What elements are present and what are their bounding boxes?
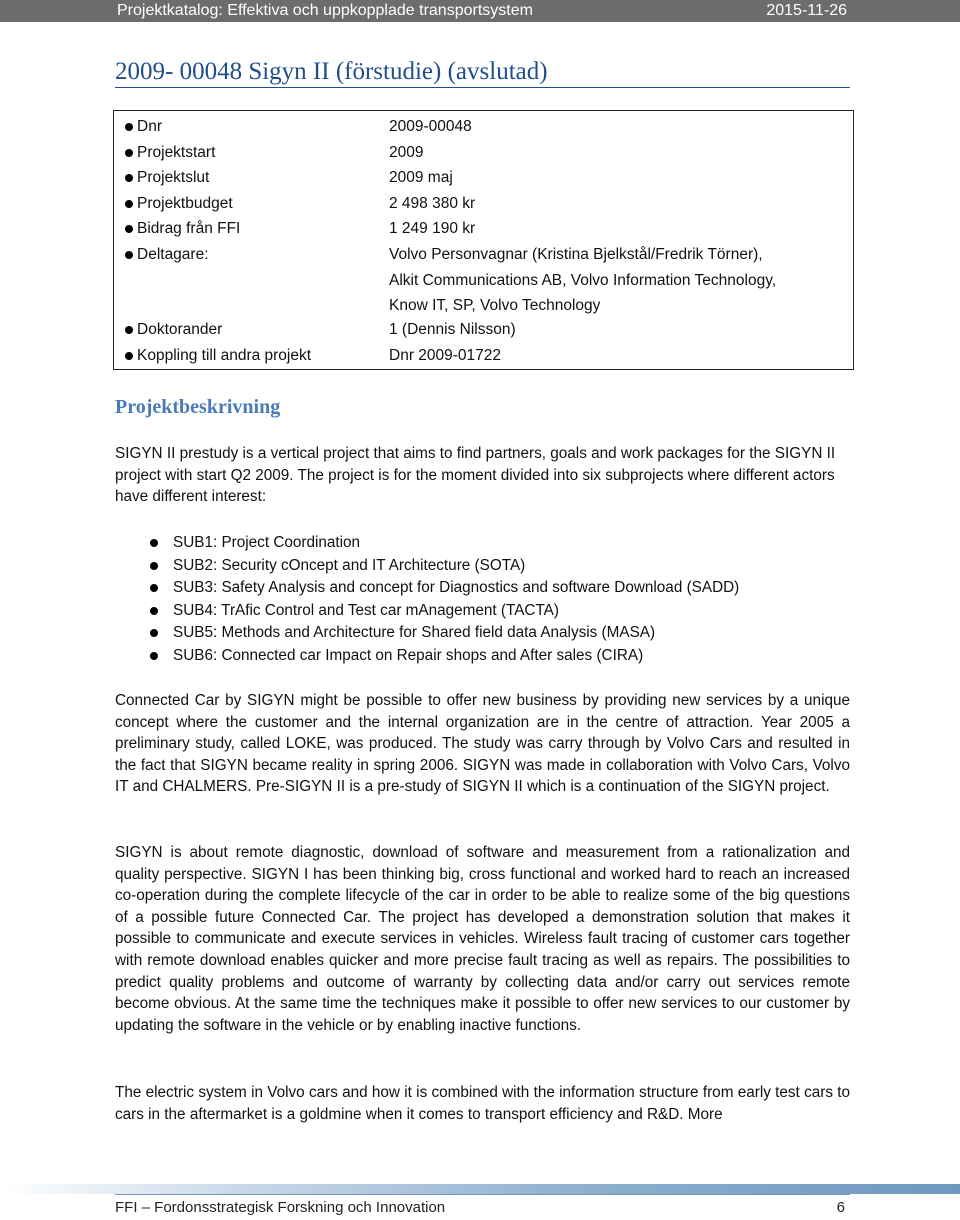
header-title: Projektkatalog: Effektiva och uppkopplade transportsystem [117,2,533,19]
bullet-icon [125,149,133,157]
fact-value [389,143,423,169]
subproject-list [150,532,739,668]
fact-value-line: 1 (Dennis Nilsson) [389,321,516,338]
fact-value-line: Dnr 2009-01722 [389,347,502,364]
fact-value [389,168,453,194]
list-item [150,645,739,668]
bullet-icon [150,607,158,615]
bullet-icon [125,352,133,360]
list-item-text: SUB5: Methods and Architecture for Shared field data Analysis (MASA) [173,624,656,642]
footer-decoration [0,1184,960,1194]
bullet-icon [125,251,133,259]
footer-text: FFI – Fordonsstrategisk Forskning och Innovation [115,1199,446,1216]
bullet-icon [125,200,133,208]
fact-value-line: 2 498 380 kr [389,195,476,212]
list-item-text: SUB4: TrAfic Control and Test car mAnagement (TACTA) [173,601,559,619]
fact-value [389,194,475,220]
fact-value-line: Know IT, SP, Volvo Technology [389,297,601,314]
bullet-icon [150,562,158,570]
fact-key: Deltagare: [137,246,209,263]
bullet-icon [125,174,133,182]
fact-value [389,320,516,346]
fact-key: Projektbudget [137,195,233,212]
page-header [0,0,960,22]
fact-value-line: 2009-00048 [389,118,472,135]
section-heading: Projektbeskrivning [115,396,281,418]
bullet-icon [150,584,158,592]
list-item-text: SUB6: Connected car Impact on Repair shops and After sales (CIRA) [173,646,644,664]
fact-value [389,245,776,322]
fact-value-line: Volvo Personvagnar (Kristina Bjelkstål/Fredrik Törner), [389,246,763,263]
intro-paragraph: SIGYN II prestudy is a vertical project that aims to find partners, goals and work packages for the SIGYN II project with start Q2 2009. The project is for the moment divided into six subprojects where different actors have different interest: [115,445,836,506]
fact-key: Projektstart [137,144,216,161]
footer-rule [115,1194,850,1195]
list-item [150,622,739,645]
bullet-icon [150,629,158,637]
fact-key: Bidrag från FFI [137,220,241,237]
bullet-icon [150,652,158,660]
list-item [150,555,739,578]
fact-key: Dnr [137,118,162,135]
fact-value [389,117,472,143]
bullet-icon [125,123,133,131]
fact-key: Projektslut [137,169,210,186]
list-item [150,532,739,555]
fact-value-line: 2009 [389,144,424,161]
bullet-icon [125,225,133,233]
page-title: 2009- 00048 Sigyn II (förstudie) (avslutad) [115,58,548,85]
body-paragraph: Connected Car by SIGYN might be possible to offer new business by providing new services by a unique concept where the customer and the internal organization are in the centre of attraction. Year 2005 a preliminary study, called LOKE, was produced. The study was carry through by Volvo Cars and resulted in the fact that SIGYN became reality in spring 2006. SIGYN was made in collaboration with Volvo Cars, Volvo IT and CHALMERS. Pre-SIGYN II is a pre-study of SIGYN II which is a continuation of the SIGYN project. [115,692,850,796]
fact-key: Doktorander [137,321,223,338]
fact-value-line: 2009 maj [389,169,453,186]
fact-value [389,346,501,372]
fact-value-line: Alkit Communications AB, Volvo Information Technology, [389,271,777,289]
body-paragraph: The electric system in Volvo cars and how it is combined with the information structure from early test cars to cars in the aftermarket is a goldmine when it comes to transport efficiency and R&D. More [115,1084,850,1123]
page-number: 6 [836,1199,845,1216]
fact-key: Koppling till andra projekt [137,347,312,364]
fact-value [389,219,475,245]
title-underline [115,87,850,88]
list-item-text: SUB3: Safety Analysis and concept for Diagnostics and software Download (SADD) [173,579,740,597]
list-item-text: SUB2: Security cOncept and IT Architecture (SOTA) [173,556,526,574]
body-paragraph: SIGYN is about remote diagnostic, download of software and measurement from a rationalization and quality perspective. SIGYN I has been thinking big, cross functional and worked hard to reach an increased co-operation during the complete lifecycle of the car in order to be able to realize some of the big questions of a possible future Connected Car. The project has developed a demonstration solution that makes it possible to communicate and execute services in vehicles. Wireless fault tracing of customer cars together with remote download enables quicker and more precise fault tracing as well as repairs. The possibilities to predict quality problems and outcome of warranty by collecting data and/or carry out services remote become obvious. At the same time the techniques make it possible to offer new services to our customer by updating the software in the vehicle or by enabling inactive functions. [115,844,850,1034]
list-item [150,600,739,623]
project-facts-box [113,110,854,370]
bullet-icon [150,539,158,547]
list-item-text: SUB1: Project Coordination [173,534,361,551]
fact-value-line: 1 249 190 kr [389,220,476,237]
list-item [150,577,739,600]
header-date: 2015-11-26 [766,2,847,19]
bullet-icon [125,326,133,334]
